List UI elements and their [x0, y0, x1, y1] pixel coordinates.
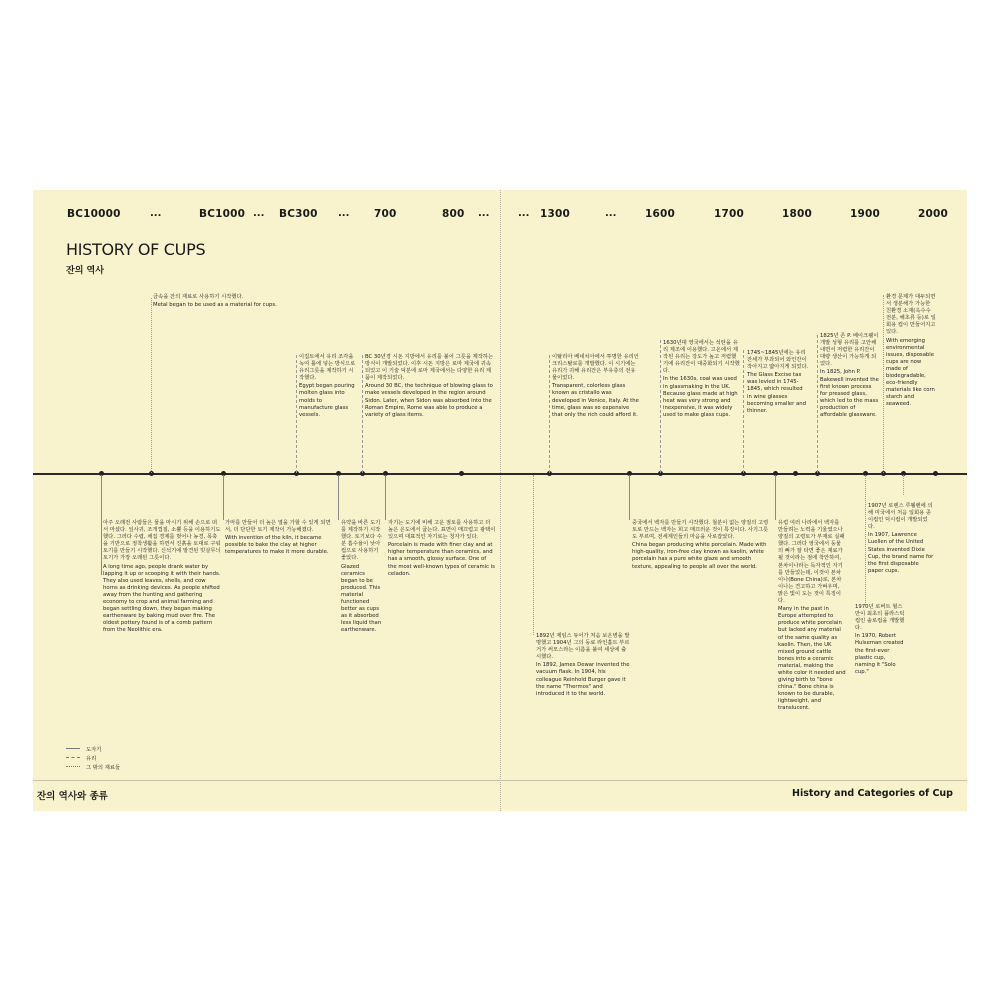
- connector-venice: [549, 355, 550, 473]
- connector-earliest: [101, 475, 102, 575]
- note-dixie: [868, 503, 934, 576]
- note-celadon: [388, 520, 496, 579]
- legend-item-ceramic: [66, 744, 120, 753]
- connector-pressed: [817, 335, 818, 473]
- note-ko: BC 30년경 시돈 지방에서 유리를 불어 그릇을 제작하는 방식이 개발되었다. 이후 시돈 지방은 로마 제국에 귀속되었고 이 기술 덕분에 로마 제국에서는 다양한 유리 제품이 제작되었다.: [365, 354, 494, 382]
- tick-bc1000: BC1000: [199, 208, 246, 220]
- note-en: Glazed ceramics began to be produced. This material functioned better as cups as it absorbed less liquid than earthenware.: [341, 563, 382, 634]
- note-ko: 1745~1845년에는 유리잔세가 부과되어 와인잔이 작아지고 얇아지게 되었다.: [747, 350, 809, 371]
- note-en: The Glass Excise tax was levied in 1745-1845, which resulted in wine glasses becoming smaller and thinner.: [747, 372, 807, 414]
- note-ko: 이탈리아 베네치아에서 투명한 유리인 크리스탈로를 개발했다. 이 시기에는 유리가 귀해 유리잔은 부유층의 전유물이었다.: [552, 354, 639, 382]
- note-ko: 환경 문제가 대두되면서 생분해가 가능한 친환경 소재(옥수수 전분, 해초류 등)로 일회용 컵이 만들어지고 있다.: [886, 294, 936, 336]
- page-title: HISTORY OF CUPS: [66, 240, 206, 259]
- ellipsis: ...: [338, 208, 350, 219]
- note-en: Metal began to be used as a material for cups.: [153, 302, 277, 309]
- connector-blowing: [362, 355, 363, 473]
- footer-divider: [33, 780, 967, 781]
- note-en: In the 1630s, coal was used in glassmaking in the UK. Because glass made at high heat was very strong and inexpensive, it was widely used to make glass cups.: [663, 376, 738, 418]
- note-ko: 1970년 로버트 헐스만이 최초의 플라스틱컵인 솔로컵을 개발했다.: [855, 604, 905, 632]
- note-ko: 아주 오래전 사람들은 물을 마시기 위해 손으로 떠서 마셨다. 잎사귀, 조개껍질, 소뿔 등을 이용하기도 했다. 그러다 수렵, 채집 경제를 벗어나 농경, 목축을 기반으로 정착생활을 하면서 진흙을 토대로 구워 토기를 만들기 시작했다. 신석기에 발견된 빗살무늬 토기가 가장 오래된 그릇이다.: [103, 520, 221, 562]
- connector-eco: [883, 295, 884, 473]
- legend: [66, 744, 120, 771]
- footer-title-ko: 잔의 역사와 종류: [37, 791, 108, 802]
- note-en: China began producing white porcelain. Made with high-quality, iron-free clay known as kaolin, white porcelain has a pure white glaze and smooth texture, appealing to people all over the world.: [632, 542, 767, 570]
- connector-excise: [743, 350, 744, 473]
- note-en: In 1970, Robert Hulseman created the first-ever plastic cup, naming it "Solo cup.": [855, 633, 904, 675]
- note-ko: 금속을 잔의 재료로 사용하기 시작했다.: [153, 294, 244, 300]
- tick-800: 800: [442, 208, 465, 220]
- note-en: Around 30 BC, the technique of blowing glass to make vessels developed in the region around Sidon. Later, when Sidon was absorbed into the Roman Empire, Rome was able to produce a variety of glass items.: [365, 383, 493, 418]
- timeline-dot: [459, 471, 464, 476]
- connector-thermos: [533, 475, 534, 635]
- note-ko: 1825년 존 P. 베이크웰이 개발 성형 유리를 고안해 내면서 저렴한 유리잔이 대량 생산이 가능하게 되었다.: [820, 333, 879, 368]
- legend-dashed-line: [66, 757, 80, 758]
- legend-label: 도자기: [86, 746, 102, 753]
- tick-700: 700: [374, 208, 397, 220]
- note-ko: 이집트에서 유리 조각을 녹여 틀에 넣는 방식으로 유리그릇을 제작하기 시작했다.: [299, 354, 356, 382]
- note-eco: [886, 294, 936, 410]
- tick-1300: 1300: [540, 208, 571, 220]
- note-en: A long time ago, people drank water by lapping it up or scooping it with their hands. They also used leaves, shells, and cow horns as drinking devices. As people shifted away from the hunting and gathering economy to crop and animal farming and began settling down, they began making earthenware by baking mud over fire. The oldest pottery found is of a comb pattern from the Neolithic era.: [103, 563, 221, 634]
- note-pressed: [820, 333, 880, 420]
- tick-bc300: BC300: [279, 208, 318, 220]
- note-glazed: [341, 520, 383, 636]
- note-bone: [778, 520, 846, 714]
- note-en: With emerging environmental issues, disposable cups are now made of biodegradable, eco-friendly materials like corn starch and seaweed.: [886, 337, 935, 408]
- note-excise: [747, 350, 809, 416]
- tick-1900: 1900: [850, 208, 881, 220]
- note-thermos: [536, 633, 631, 699]
- connector-china: [629, 475, 630, 520]
- tick-bc10000: BC10000: [67, 208, 121, 220]
- note-metal: [153, 294, 298, 310]
- connector-solo: [865, 475, 866, 605]
- note-en: With invention of the kiln, it became possible to bake the clay at higher temperatures to make it more durable.: [225, 535, 329, 556]
- note-en: In 1907, Lawrence Luellen of the United States invented Dixie Cup, the brand name for the first disposable paper cups.: [868, 532, 934, 574]
- note-kiln: [225, 520, 331, 557]
- note-solo: [855, 604, 905, 677]
- ellipsis: ...: [478, 208, 490, 219]
- note-en: Porcelain is made with finer clay and at higher temperature than ceramics, and has a smooth, glossy surface. One of the most well-known types of ceramic is celadon.: [388, 542, 495, 577]
- connector-egypt: [296, 355, 297, 473]
- page-subtitle: 잔의 역사: [66, 266, 104, 276]
- connector-coal: [660, 340, 661, 473]
- legend-label: 그 밖의 재료들: [86, 764, 121, 771]
- note-ko: 유럽 여러 나라에서 백자를 만들려는 노력을 기울였으나 양질의 고령토가 부재로 실패했다. 그러다 영국에서 동물의 뼈가 잘 타면 좋은 재료가 될 것이라는 점에 착안하여, 본차이나라는 독자적인 자기를 만들었는데, 이것이 본차이나(Bone China)로, 본차이나는 견고하고 가벼우며, 맑은 빛이 도는 것이 특징이다.: [778, 520, 845, 605]
- note-en: In 1892, James Dewar invented the vacuum flask. In 1904, his colleague Reinhold Burger gave it the name "Thermos" and introduced it to the world.: [536, 662, 630, 697]
- timeline-poster: [33, 190, 967, 811]
- note-ko: 중국에서 백자를 만들기 시작했다. 철분이 없는 양질의 고령토로 만드는 백자는 희고 매끄러운 것이 특징이다. 사기그릇도 부르며, 전세계인들의 마음을 사로잡았다.: [632, 520, 769, 541]
- legend-item-glass: [66, 753, 120, 762]
- tick-2000: 2000: [918, 208, 949, 220]
- note-ko: 1907년 로렌스 루웰렌에 의해 미국에서 처음 일회용 종이컵인 딕시컵이 개발되었다.: [868, 503, 933, 531]
- ellipsis: ...: [150, 208, 162, 219]
- note-ko: 자기는 도기에 비해 고운 점토를 사용하고 더 높은 온도에서 굽는다. 표면이 매끄럽고 광택이 있으며 대표적인 자기로는 청자가 있다.: [388, 520, 496, 541]
- legend-dotted-line: [66, 766, 80, 767]
- tick-1600: 1600: [645, 208, 676, 220]
- ellipsis: ...: [253, 208, 265, 219]
- note-en: Transparent, colorless glass known as cristallo was developed in Venice, Italy. At the time, glass was so expensive that only the rich could afford it.: [552, 383, 639, 418]
- page-fold: [500, 190, 501, 811]
- timeline-axis: [33, 473, 967, 475]
- connector-bone: [775, 475, 776, 520]
- note-earliest: [103, 520, 221, 636]
- note-ko: 유약을 바른 도기를 제작하기 시작했다. 토기보다 수분 흡수율이 낮아 컵으로 사용하기 좋았다.: [341, 520, 382, 562]
- connector-dixie: [903, 475, 904, 495]
- note-venice: [552, 354, 640, 420]
- legend-label: 유리: [86, 755, 97, 762]
- connector-kiln: [223, 475, 224, 520]
- ellipsis: ...: [518, 208, 530, 219]
- connector-celadon: [385, 475, 386, 520]
- footer-title-en: History and Categories of Cup: [792, 788, 953, 799]
- note-en: In 1825, John P. Bakewell invented the first known process for pressed glass, which led to the mass production of affordable glassware.: [820, 369, 879, 419]
- note-blowing: [365, 354, 495, 420]
- note-ko: 1892년 제임스 듀어가 처음 보온병을 발명했고 1904년 그의 동료 라인홀트 부르거가 써모스라는 이름을 붙여 세상에 출시했다.: [536, 633, 630, 661]
- legend-solid-line: [66, 748, 80, 749]
- connector-glazed: [338, 475, 339, 520]
- note-egypt: [299, 354, 357, 420]
- timeline-dot: [793, 471, 798, 476]
- note-en: Many in the past in Europe attempted to produce white porcelain but lacked any material of the same quality as kaolin. Then, the UK mixed ground cattle bones into a ceramic material, making the white color it needed and giving birth to "bone china." Bone china is known to be durable, lightweight, and translucent.: [778, 606, 846, 712]
- connector-metal: [151, 298, 152, 473]
- note-en: Egypt began pouring molten glass into molds to manufacture glass vessels.: [299, 383, 355, 418]
- note-coal: [663, 340, 741, 420]
- note-ko: 1630년대 영국에서는 석탄을 유리 제조에 이용했다. 고온에서 제작된 유리는 강도가 높고 저렴했기에 유리잔이 대중화되기 시작했다.: [663, 340, 740, 375]
- legend-item-other: [66, 762, 120, 771]
- tick-1700: 1700: [714, 208, 745, 220]
- tick-1800: 1800: [782, 208, 813, 220]
- note-ko: 가마를 만들어 더 높은 열을 가할 수 있게 되면서, 더 단단한 토기 제작이 가능해졌다.: [225, 520, 331, 534]
- note-china: [632, 520, 770, 572]
- timeline-dot: [933, 471, 938, 476]
- ellipsis: ...: [605, 208, 617, 219]
